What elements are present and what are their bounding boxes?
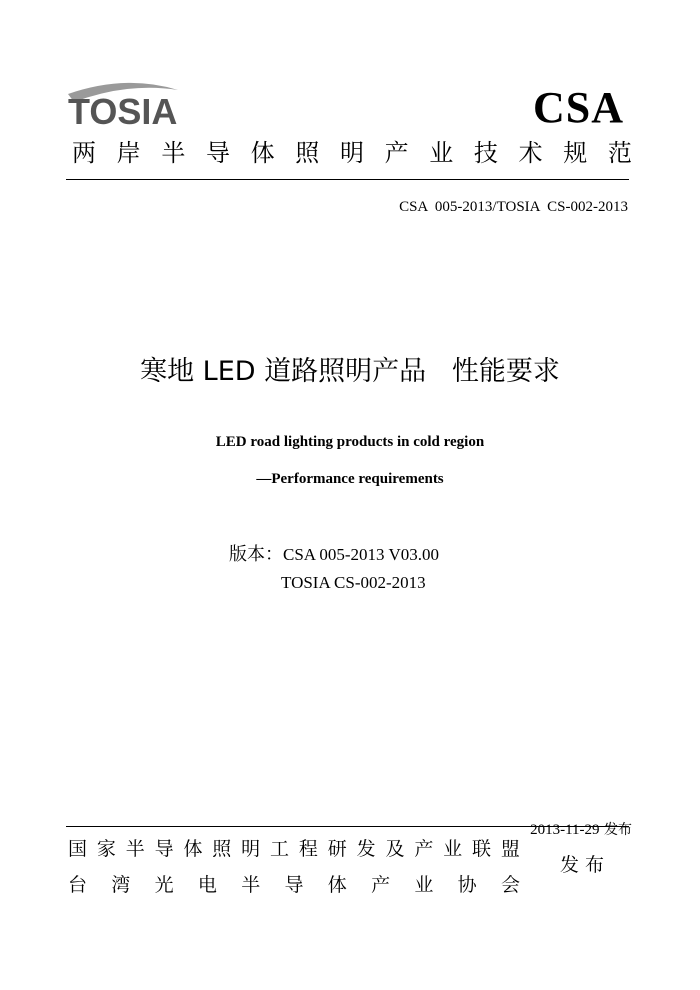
- alliance1-char: 工: [270, 838, 290, 860]
- org-title-char: 照: [295, 139, 320, 167]
- org-title: [72, 138, 632, 168]
- alliance1-char: 国: [68, 838, 88, 860]
- footer-divider: [66, 826, 629, 827]
- alliance2-char: 电: [197, 874, 217, 896]
- org-title-char: 两: [72, 139, 96, 167]
- alliance2-char: 会: [500, 874, 520, 896]
- issue-date: [521, 803, 632, 839]
- org-title-char: 产: [384, 139, 409, 167]
- org-title-char: 半: [161, 139, 186, 167]
- org-title-char: 岸: [116, 139, 141, 167]
- alliance2-char: 体: [327, 874, 347, 896]
- alliance2-char: 台: [68, 874, 88, 896]
- tosia-logo: [66, 80, 206, 128]
- org-title-char: 技: [473, 139, 498, 167]
- alliance1-char: 家: [96, 838, 116, 860]
- header-divider: [66, 179, 629, 180]
- org-title-char: 明: [339, 139, 364, 167]
- title-chinese: 寒地 LED 道路照明产品 性能要求: [140, 356, 560, 387]
- alliance2-char: 半: [241, 874, 261, 896]
- alliance2-char: 导: [284, 874, 304, 896]
- alliance1-char: 体: [183, 838, 203, 860]
- title-english-line2: —Performance requirements: [256, 471, 444, 487]
- alliance1-char: 半: [125, 838, 145, 860]
- version-label: 版本：: [229, 544, 283, 565]
- version-line2: TOSIA CS-002-2013: [281, 573, 426, 592]
- org-title-char: 术: [518, 139, 543, 167]
- csa-mark: CSA: [532, 83, 624, 132]
- alliance1-char: 发: [356, 838, 376, 860]
- issue-date-value: 2013-11-29: [530, 822, 600, 838]
- org-title-char: 规: [563, 139, 588, 167]
- alliance1-char: 盟: [500, 838, 520, 860]
- alliance1-char: 照: [212, 838, 232, 860]
- tosia-logo-text: TOSIA: [68, 91, 178, 128]
- alliance-name-2: [68, 873, 520, 897]
- alliance1-char: 明: [241, 838, 261, 860]
- org-title-char: 导: [205, 139, 230, 167]
- alliance1-char: 程: [298, 838, 318, 860]
- alliance2-char: 协: [457, 874, 477, 896]
- title-english-line1: LED road lighting products in cold region: [215, 434, 485, 450]
- alliance1-char: 导: [154, 838, 174, 860]
- issue-date-suffix: 发布: [599, 822, 632, 838]
- alliance-name-1: [68, 837, 520, 861]
- alliance2-char: 光: [154, 874, 174, 896]
- org-title-char: 范: [607, 139, 632, 167]
- standard-number: CSA 005-2013/TOSIA CS-002-2013: [399, 199, 628, 215]
- org-title-char: 业: [429, 139, 454, 167]
- alliance1-char: 产: [414, 838, 434, 860]
- alliance1-char: 研: [327, 838, 347, 860]
- publish-label: 发布: [560, 854, 611, 876]
- alliance2-char: 湾: [111, 874, 131, 896]
- alliance1-char: 业: [443, 838, 463, 860]
- alliance2-char: 产: [371, 874, 391, 896]
- version-line1: [229, 544, 439, 566]
- alliance1-char: 联: [472, 838, 492, 860]
- alliance2-char: 业: [414, 874, 434, 896]
- org-title-char: 体: [250, 139, 275, 167]
- version-value: CSA 005-2013 V03.00: [283, 545, 440, 564]
- alliance1-char: 及: [385, 838, 405, 860]
